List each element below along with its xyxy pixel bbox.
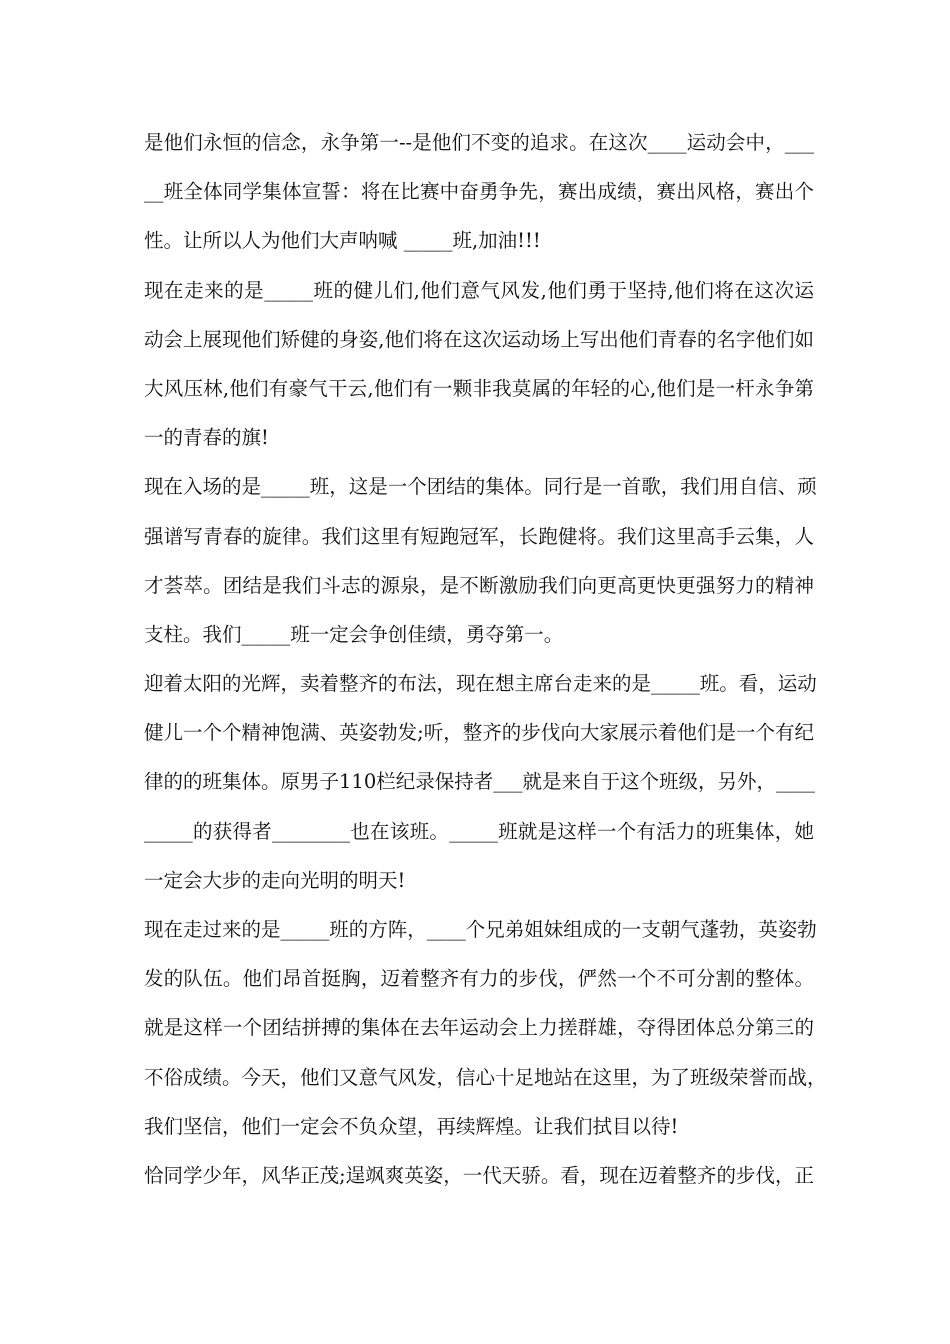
text-line: 发的队伍。他们昂首挺胸，迈着整齐有力的步伐，俨然一个不可分割的整体。: [144, 967, 814, 991]
text-line: 动会上展现他们矫健的身姿,他们将在这次运动场上写出他们青春的名字他们如: [144, 327, 814, 351]
text-line: _____的获得者________也在该班。_____班就是这样一个有活力的班集体，她: [144, 819, 814, 843]
text-line: 迎着太阳的光辉，卖着整齐的布法，现在想主席台走来的是_____班。看，运动: [144, 672, 817, 696]
text-line: 不俗成绩。今天，他们又意气风发，信心十足地站在这里，为了班级荣誉而战，: [144, 1065, 827, 1089]
paragraph-1: [144, 118, 814, 266]
text-line: __班全体同学集体宣誓：将在比赛中奋勇争先，赛出成绩，赛出风格，赛出个: [144, 180, 814, 204]
text-line: 强谱写青春的旋律。我们这里有短跑冠军，长跑健将。我们这里高手云集，人: [144, 524, 814, 548]
paragraph-2: [144, 266, 814, 463]
text-line: 一定会大步的走向光明的明天!: [144, 868, 406, 892]
text-line: 现在走来的是_____班的健儿们,他们意气风发,他们勇于坚持,他们将在这次运: [144, 278, 814, 302]
text-line: 大风压林,他们有豪气干云,他们有一颗非我莫属的年轻的心,他们是一杆永争第: [144, 376, 814, 400]
document-body: [144, 118, 827, 1200]
text-line: 一的青春的旗!: [144, 426, 269, 450]
text-line: 我们坚信，他们一定会不负众望，再续辉煌。让我们拭目以待!: [144, 1114, 679, 1138]
text-line: 恰同学少年，风华正茂;逞飒爽英姿，一代天骄。看，现在迈着整齐的步伐，正: [144, 1163, 814, 1187]
paragraph-4: [144, 659, 817, 905]
text-line: 现在入场的是_____班，这是一个团结的集体。同行是一首歌，我们用自信、顽: [144, 475, 817, 499]
text-line: 就是这样一个团结拼搏的集体在去年运动会上力搓群雄，夺得团体总分第三的: [144, 1016, 814, 1040]
text-line: 现在走过来的是_____班的方阵，____个兄弟姐妹组成的一支朝气蓬勃，英姿勃: [144, 918, 817, 941]
paragraph-6: [144, 1151, 814, 1200]
paragraph-5: [144, 905, 827, 1151]
text-line: 性。让所以人为他们大声呐喊 _____班,加油!!!: [144, 229, 541, 253]
text-line: 支柱。我们_____班一定会争创佳绩，勇夺第一。: [144, 622, 564, 646]
paragraph-3: [144, 462, 817, 659]
text-line: 是他们永恒的信念，永争第一--是他们不变的追求。在这次____运动会中，___: [144, 131, 814, 154]
text-line: 健儿一个个精神饱满、英姿勃发;听，整齐的步伐向大家展示着他们是一个有纪: [144, 721, 814, 745]
text-line: 律的的班集体。原男子110栏纪录保持者___就是来自于这个班级，另外，____: [144, 770, 815, 794]
text-line: 才荟萃。团结是我们斗志的源泉，是不断激励我们向更高更快更强努力的精神: [144, 573, 814, 597]
